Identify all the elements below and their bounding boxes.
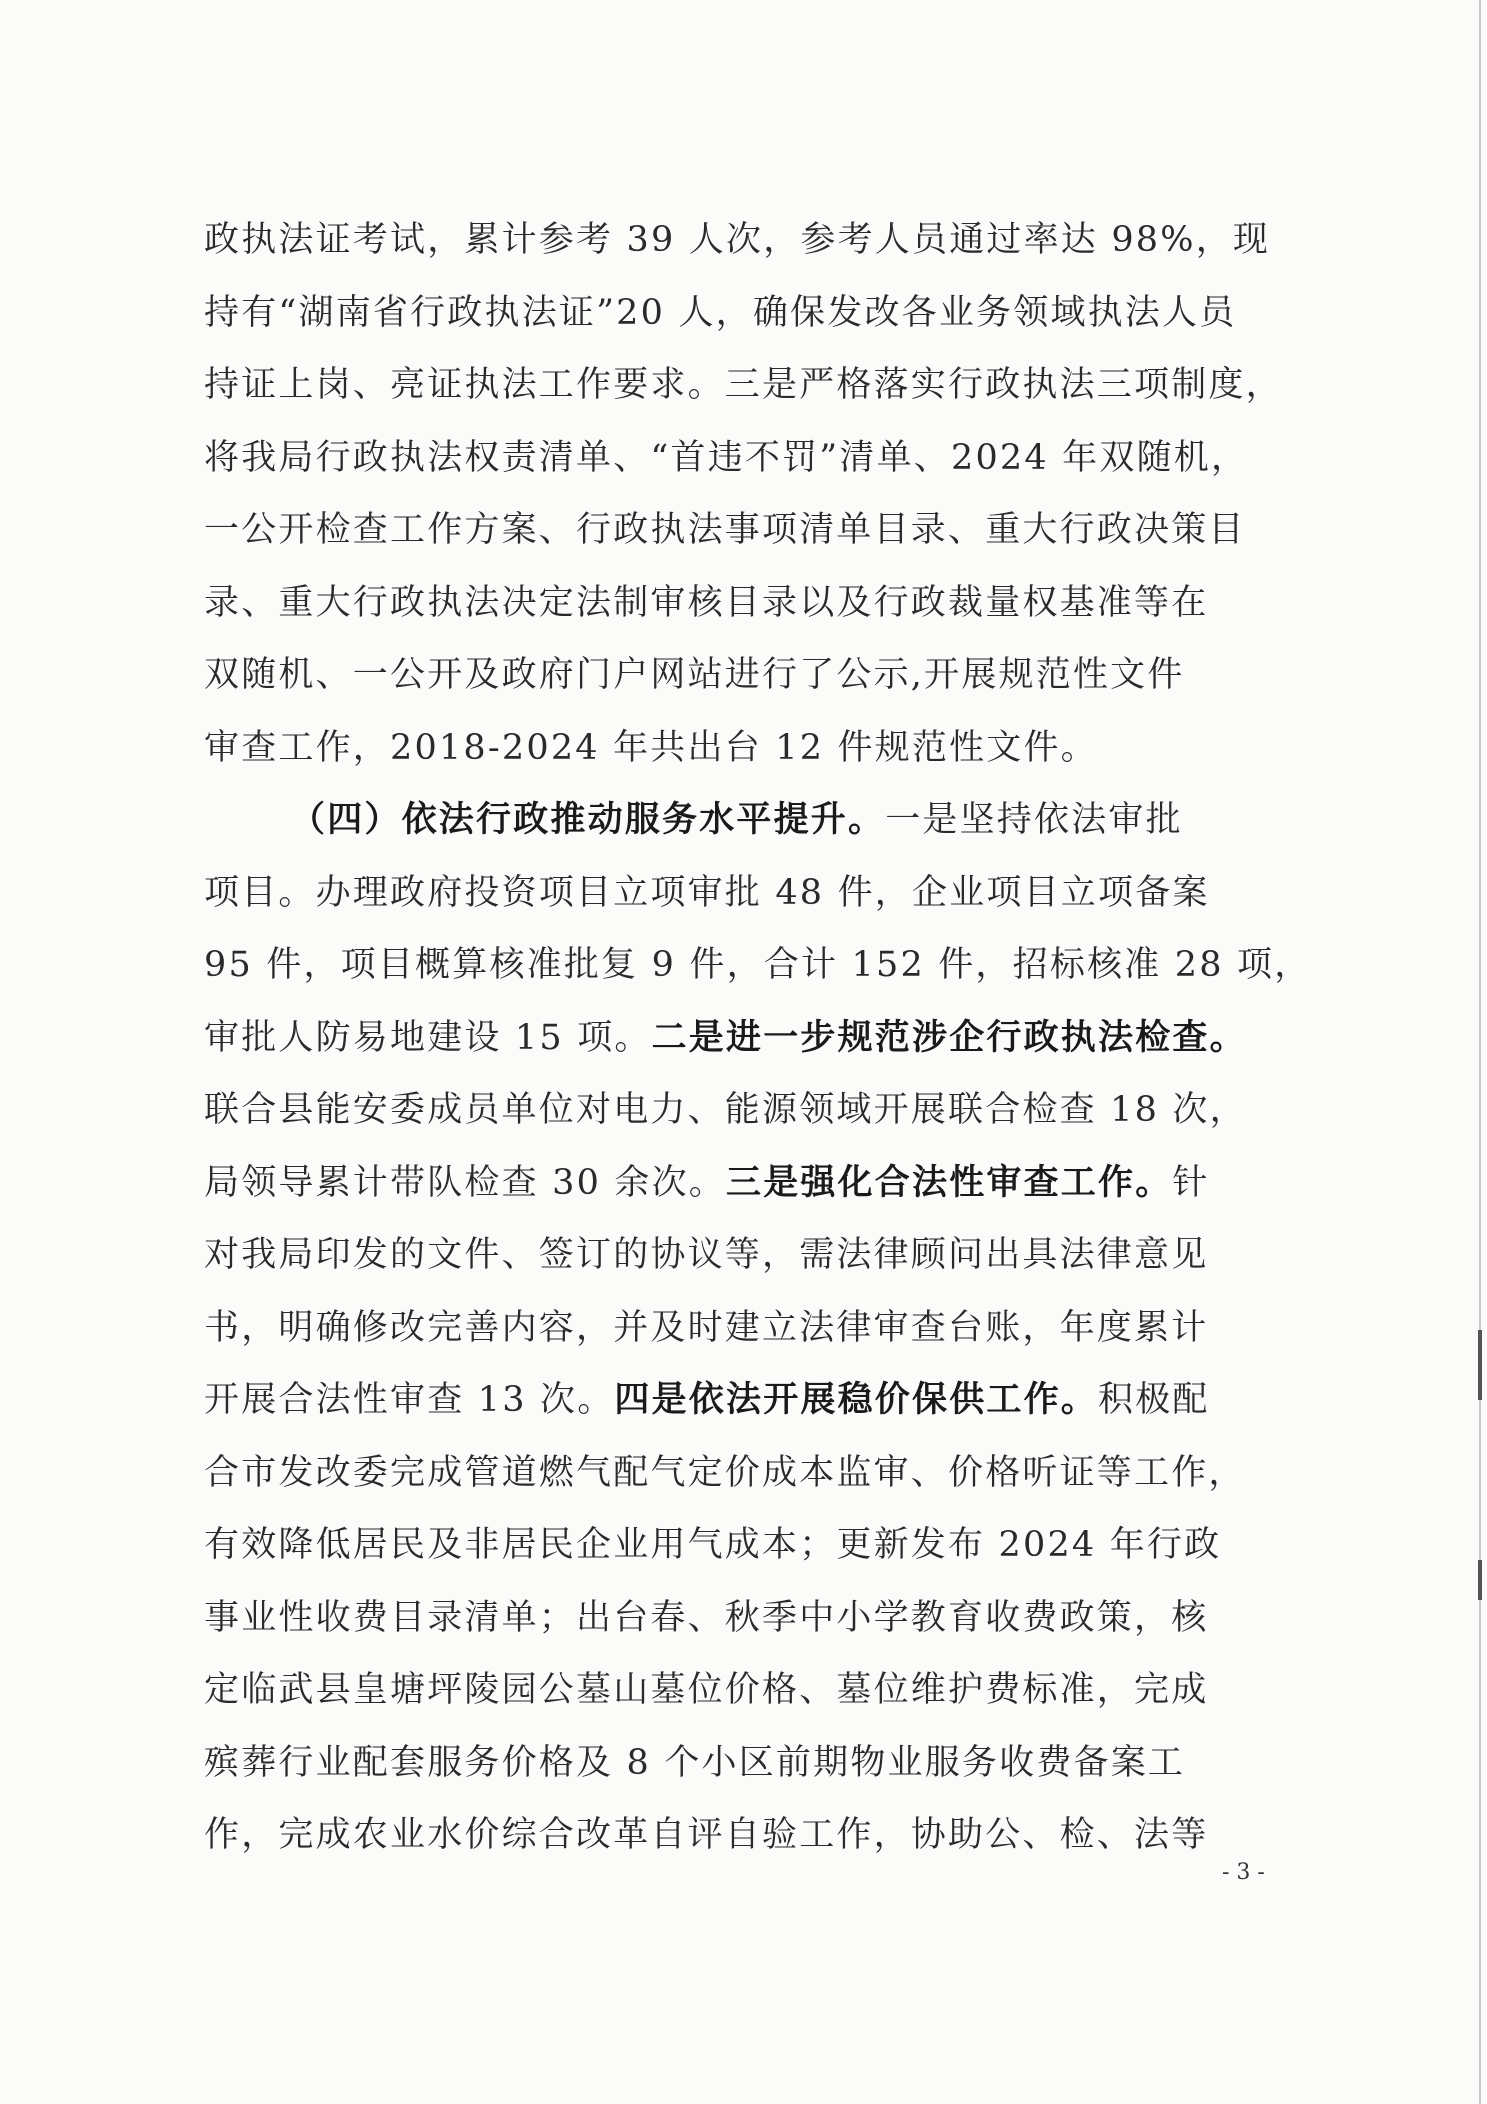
text-segment: 一是坚持依法审批 [885,800,1183,840]
text-segment: 项目。办理政府投资项目立项审批 48 件，企业项目立项备案 [204,872,1210,913]
text-segment: 政执法证考试，累计参考 39 人次，参考人员通过率达 98%，现 [204,220,1271,260]
text-line [204,579,1264,627]
text-line [204,1014,1264,1062]
text-segment: 局领导累计带队检查 30 余次。 [204,1162,726,1203]
text-line [204,1594,1264,1642]
text-line [204,1304,1264,1352]
text-line [204,651,1264,699]
text-segment: 事业性收费目录清单；出台春、秋季中小学教育收费政策，核 [204,1597,1209,1638]
text-segment: 书，明确修改完善内容，并及时建立法律审查台账，年度累计 [204,1307,1209,1348]
text-segment: 审批人防易地建设 15 项。 [204,1017,652,1058]
text-segment: 一公开检查工作方案、行政执法事项清单目录、重大行政决策目 [204,510,1246,550]
text-line [204,1376,1264,1424]
text-line [204,361,1283,409]
text-line [204,941,1312,989]
text-segment: 合市发改委完成管道燃气配气定价成本监审、价格听证等工作， [204,1452,1246,1493]
text-line [204,216,1271,264]
text-segment: 双随机、一公开及政府门户网站进行了公示,开展规范性文件 [204,655,1185,695]
text-line [204,1666,1264,1714]
text-segment: 将我局行政执法权责清单、“首违不罚”清单、2024 年双随机， [204,437,1249,478]
text-segment: 联合县能安委成员单位对电力、能源领域开展联合检查 18 次， [204,1090,1247,1130]
text-segment: 定临武县皇塘坪陵园公墓山墓位价格、墓位维护费标准，完成 [204,1670,1209,1710]
text-segment: 殡葬行业配套服务价格及 8 个小区前期物业服务收费备案工 [204,1742,1186,1783]
bold-text: （四）依法行政推动服务水平提升。 [290,799,886,840]
text-segment: 有效降低居民及非居民企业用气成本；更新发布 2024 年行政 [204,1525,1222,1565]
text-line [204,1449,1264,1497]
scan-mark [1478,1560,1482,1600]
scan-mark [1478,1330,1482,1400]
text-segment: 录、重大行政执法决定法制审核目录以及行政裁量权基准等在 [204,582,1209,623]
text-line [204,506,1264,554]
text-segment: 持证上岗、亮证执法工作要求。三是严格落实行政执法三项制度， [204,365,1283,405]
text-line [204,1086,1264,1134]
page-number: - 3 - [1222,1860,1265,1885]
text-line [290,796,1264,844]
text-line [204,1231,1264,1279]
bold-text: 三是强化合法性审查工作。 [726,1161,1173,1203]
scan-edge [1479,0,1481,2104]
text-line [204,1811,1264,1859]
text-segment: 开展合法性审查 13 次。 [204,1380,615,1420]
text-line [204,1159,1264,1207]
text-line [204,1739,1264,1787]
text-line [204,289,1264,337]
text-segment: 审查工作，2018-2024 年共出台 12 件规范性文件。 [204,727,1098,768]
text-line [204,869,1264,917]
text-segment: 作，完成农业水价综合改革自评自验工作，协助公、检、法等 [204,1815,1209,1855]
text-segment: 针 [1172,1162,1210,1203]
text-line [204,434,1264,482]
text-segment: 95 件，项目概算核准批复 9 件，合计 152 件，招标核准 28 项， [204,945,1312,985]
bold-text: 二是进一步规范涉企行政执法检查。 [651,1016,1247,1058]
text-segment: 对我局印发的文件、签订的协议等，需法律顾问出具法律意见 [204,1235,1209,1275]
text-segment: 持有“湖南省行政执法证”20 人，确保发改各业务领域执法人员 [204,292,1237,333]
text-line [204,1521,1264,1569]
bold-text: 四是依法开展稳价保供工作。 [614,1379,1098,1420]
text-line [204,724,1264,772]
text-segment: 积极配 [1098,1380,1210,1420]
